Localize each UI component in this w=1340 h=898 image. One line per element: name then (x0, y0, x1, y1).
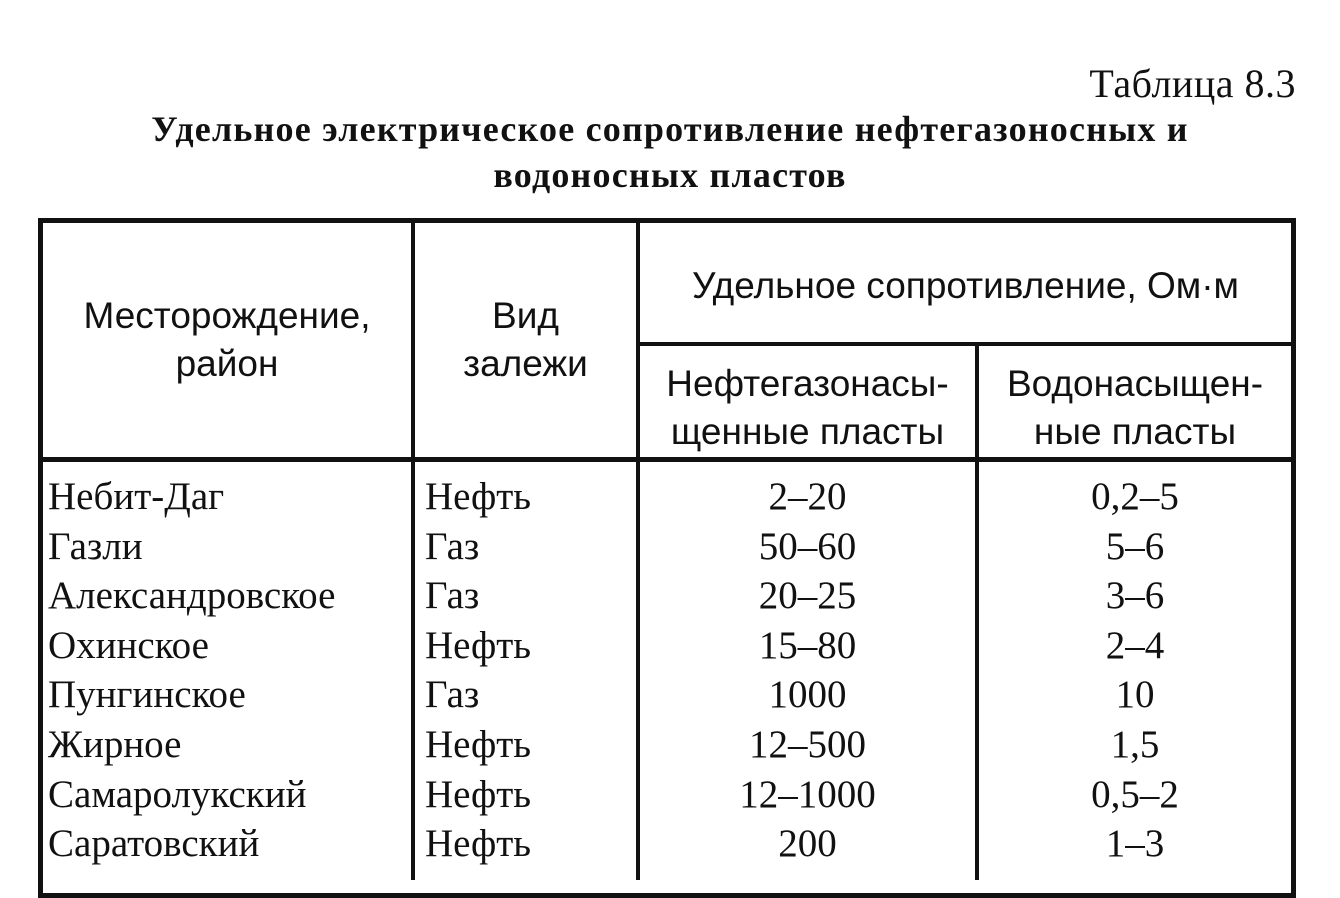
deposit-cell: Саратовский (48, 822, 260, 866)
table-title-line: водоносных пластов (493, 155, 847, 195)
header-oil-gas-saturated (640, 360, 975, 456)
deposit-cell: Небит-Даг (48, 475, 225, 518)
oil-gas-resistivity-cell: 1000 (768, 673, 847, 717)
deposit-cell: Жирное (48, 722, 182, 766)
deposit-type-cell: Нефть (425, 623, 532, 667)
water-resistivity-column (979, 472, 1291, 869)
deposit-type-cell: Газ (425, 673, 480, 717)
deposit-type-column (425, 472, 633, 869)
oil-gas-resistivity-column (640, 472, 975, 869)
header-deposit-line: район (175, 343, 279, 384)
header-deposit-line: Месторождение, (83, 295, 371, 336)
deposit-type-cell: Нефть (425, 822, 532, 866)
water-resistivity-cell: 1,5 (1110, 722, 1160, 766)
deposit-type-cell: Нефть (425, 475, 532, 518)
group-header-divider (636, 342, 1296, 346)
header-water-saturated (979, 360, 1291, 456)
water-resistivity-cell: 1–3 (1105, 822, 1165, 866)
header-deposit-type-line: залежи (463, 343, 588, 384)
header-water-line: ные пласты (1033, 411, 1237, 452)
water-resistivity-cell: 2–4 (1105, 623, 1165, 667)
header-deposit-type-line: Вид (492, 295, 559, 336)
deposit-cell: Самаролукский (48, 772, 307, 816)
deposit-cell: Пунгинское (48, 673, 246, 717)
header-deposit (43, 292, 411, 388)
table-number: Таблица 8.3 (1089, 61, 1296, 106)
deposit-type-cell: Нефть (425, 772, 532, 816)
oil-gas-resistivity-cell: 12–500 (749, 722, 866, 766)
oil-gas-resistivity-cell: 12–1000 (739, 772, 876, 816)
table-title (40, 106, 1300, 198)
header-water-line: Водонасыщен- (1006, 363, 1264, 404)
oil-gas-resistivity-cell: 200 (778, 822, 837, 866)
header-oil-gas-line: щенные пласты (670, 411, 945, 452)
header-resistivity-group: Удельное сопротивление, Ом·м (692, 265, 1239, 306)
deposit-cell: Охинское (48, 623, 209, 667)
water-resistivity-cell: 3–6 (1105, 574, 1165, 618)
deposit-type-cell: Нефть (425, 722, 532, 766)
header-deposit-type (415, 292, 636, 388)
water-resistivity-cell: 0,5–2 (1091, 772, 1179, 816)
water-resistivity-cell: 10 (1115, 673, 1155, 717)
water-resistivity-cell: 5–6 (1105, 524, 1165, 568)
deposit-cell: Александровское (48, 574, 336, 618)
header-bottom-rule (38, 457, 1296, 462)
oil-gas-resistivity-cell: 2–20 (768, 475, 847, 518)
table-title-line: Удельное электрическое сопротивление нефтегазоносных и (151, 109, 1189, 149)
oil-gas-resistivity-cell: 20–25 (758, 574, 857, 618)
header-oil-gas-line: Нефтегазонасы- (666, 363, 949, 404)
oil-gas-resistivity-cell: 15–80 (758, 623, 857, 667)
deposit-type-cell: Газ (425, 524, 480, 568)
water-resistivity-cell: 0,2–5 (1091, 475, 1179, 518)
deposit-cell: Газли (48, 524, 143, 568)
deposit-column (48, 472, 408, 869)
oil-gas-resistivity-cell: 50–60 (758, 524, 857, 568)
deposit-type-cell: Газ (425, 574, 480, 618)
